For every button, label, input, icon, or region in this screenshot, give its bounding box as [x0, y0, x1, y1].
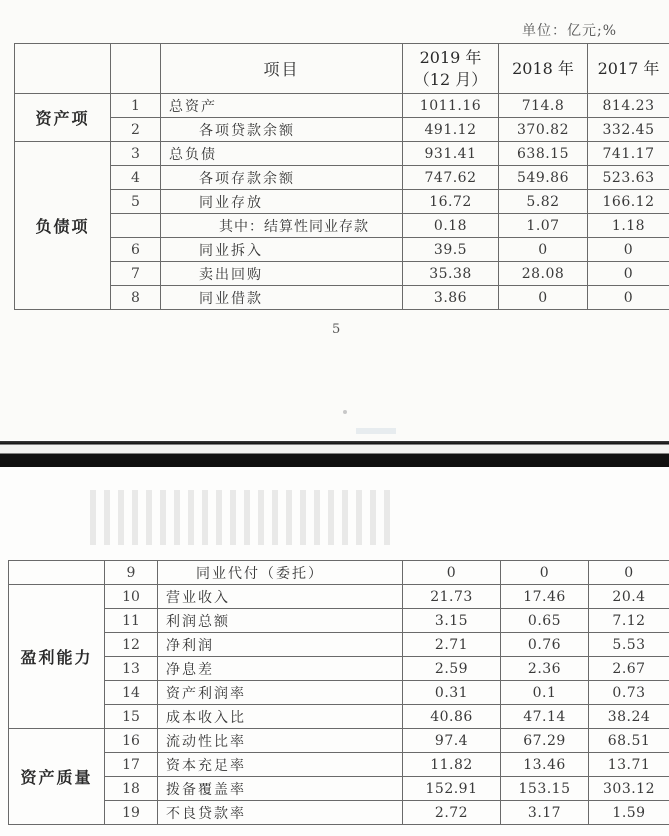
- row-number: 11: [105, 609, 158, 633]
- value-2019: 16.72: [403, 190, 499, 214]
- table-row: [15, 214, 669, 238]
- value-2017: 68.51: [589, 729, 669, 753]
- value-2018: 0: [501, 561, 589, 585]
- row-number: 4: [111, 166, 161, 190]
- row-number: 2: [111, 118, 161, 142]
- row-item: 总资产: [161, 94, 403, 118]
- row-item: 流动性比率: [158, 729, 403, 753]
- row-number: 12: [105, 633, 158, 657]
- table-row: [9, 801, 669, 825]
- value-2018: 0.76: [501, 633, 589, 657]
- table-row: [9, 705, 669, 729]
- value-2017: 20.4: [589, 585, 669, 609]
- value-2019: 35.38: [403, 262, 499, 286]
- value-2019: 1011.16: [403, 94, 499, 118]
- table-row: [15, 94, 669, 118]
- value-2018: 0.1: [501, 681, 589, 705]
- row-number: 13: [105, 657, 158, 681]
- value-2017: 2.67: [589, 657, 669, 681]
- value-2017: 38.24: [589, 705, 669, 729]
- value-2019: 2.59: [403, 657, 501, 681]
- row-item: 拨备覆盖率: [158, 777, 403, 801]
- row-item: 各项贷款余额: [161, 118, 403, 142]
- header-row: [15, 44, 669, 94]
- row-item: 利润总额: [158, 609, 403, 633]
- value-2019: 2.72: [403, 801, 501, 825]
- row-item: 各项存款余额: [161, 166, 403, 190]
- value-2018: 638.15: [499, 142, 588, 166]
- header-2017: 2017 年: [588, 44, 669, 94]
- table-row: [9, 561, 669, 585]
- row-item: 不良贷款率: [158, 801, 403, 825]
- value-2017: 741.17: [588, 142, 669, 166]
- value-2019: 21.73: [403, 585, 501, 609]
- row-item: 其中：结算性同业存款: [161, 214, 403, 238]
- row-number: 5: [111, 190, 161, 214]
- row-number: 17: [105, 753, 158, 777]
- value-2018: 0: [499, 286, 588, 310]
- value-2017: 5.53: [589, 633, 669, 657]
- row-number: 1: [111, 94, 161, 118]
- row-item: 成本收入比: [158, 705, 403, 729]
- row-item: 资产利润率: [158, 681, 403, 705]
- value-2019: 931.41: [403, 142, 499, 166]
- table-row: [15, 190, 669, 214]
- value-2018: 549.86: [499, 166, 588, 190]
- section-label: [9, 561, 105, 585]
- value-2018: 5.82: [499, 190, 588, 214]
- value-2018: 3.17: [501, 801, 589, 825]
- value-2018: 2.36: [501, 657, 589, 681]
- value-2017: 0: [588, 262, 669, 286]
- value-2018: 28.08: [499, 262, 588, 286]
- table-row: [9, 657, 669, 681]
- page-number: 5: [332, 322, 341, 337]
- value-2019: 40.86: [403, 705, 501, 729]
- value-2019: 0: [403, 561, 501, 585]
- unit-label: 单位：亿元;%: [522, 23, 618, 39]
- table-row: [15, 166, 669, 190]
- value-2019: 2.71: [403, 633, 501, 657]
- value-2019: 3.86: [403, 286, 499, 310]
- scan-speck: [343, 410, 347, 414]
- page-separator: [0, 441, 669, 467]
- value-2017: 303.12: [589, 777, 669, 801]
- header-blank-section: [15, 44, 111, 94]
- value-2017: 0.73: [589, 681, 669, 705]
- value-2017: 7.12: [589, 609, 669, 633]
- value-2018: 370.82: [499, 118, 588, 142]
- row-number: 3: [111, 142, 161, 166]
- bleed-through-marks: [90, 490, 390, 545]
- row-number: 14: [105, 681, 158, 705]
- row-item: 资本充足率: [158, 753, 403, 777]
- section-label: 资产质量: [9, 729, 105, 825]
- value-2017: 1.18: [588, 214, 669, 238]
- value-2019: 491.12: [403, 118, 499, 142]
- header-2019: [403, 44, 499, 94]
- value-2019: 3.15: [403, 609, 501, 633]
- row-number: 9: [105, 561, 158, 585]
- faint-stamp: [356, 428, 396, 434]
- value-2018: 0.65: [501, 609, 589, 633]
- table-row: [15, 142, 669, 166]
- row-number: 7: [111, 262, 161, 286]
- table-row: [9, 681, 669, 705]
- row-item: 同业拆入: [161, 238, 403, 262]
- table-row: [9, 729, 669, 753]
- row-number: 6: [111, 238, 161, 262]
- value-2017: 0: [589, 561, 669, 585]
- row-item: 净息差: [158, 657, 403, 681]
- value-2019: 0.18: [403, 214, 499, 238]
- row-item: 总负债: [161, 142, 403, 166]
- row-item: 净利润: [158, 633, 403, 657]
- value-2018: 67.29: [501, 729, 589, 753]
- table-row: [9, 753, 669, 777]
- row-number: [111, 214, 161, 238]
- row-number: 16: [105, 729, 158, 753]
- value-2019: 152.91: [403, 777, 501, 801]
- value-2018: 714.8: [499, 94, 588, 118]
- value-2018: 1.07: [499, 214, 588, 238]
- value-2018: 13.46: [501, 753, 589, 777]
- row-number: 19: [105, 801, 158, 825]
- header-project: 项目: [161, 44, 403, 94]
- value-2019: 11.82: [403, 753, 501, 777]
- financial-table-top: [14, 43, 669, 310]
- value-2018: 0: [499, 238, 588, 262]
- header-2019-year: 2019 年: [419, 47, 482, 67]
- value-2017: 332.45: [588, 118, 669, 142]
- table-row: [9, 633, 669, 657]
- financial-table-bottom: [8, 560, 669, 825]
- table-row: [15, 238, 669, 262]
- row-number: 8: [111, 286, 161, 310]
- row-number: 18: [105, 777, 158, 801]
- row-item: 卖出回购: [161, 262, 403, 286]
- table-row: [9, 585, 669, 609]
- row-item: 同业代付（委托）: [158, 561, 403, 585]
- value-2019: 747.62: [403, 166, 499, 190]
- row-item: 同业借款: [161, 286, 403, 310]
- value-2019: 39.5: [403, 238, 499, 262]
- value-2017: 166.12: [588, 190, 669, 214]
- row-number: 10: [105, 585, 158, 609]
- table-row: [15, 286, 669, 310]
- value-2018: 17.46: [501, 585, 589, 609]
- table-row: [9, 777, 669, 801]
- value-2018: 47.14: [501, 705, 589, 729]
- value-2017: 1.59: [589, 801, 669, 825]
- section-label: 盈利能力: [9, 585, 105, 729]
- header-blank-number: [111, 44, 161, 94]
- table-row: [9, 609, 669, 633]
- value-2017: 814.23: [588, 94, 669, 118]
- value-2017: 13.71: [589, 753, 669, 777]
- table-row: [15, 262, 669, 286]
- header-2019-month: （12 月）: [413, 69, 488, 89]
- row-item: 营业收入: [158, 585, 403, 609]
- value-2019: 0.31: [403, 681, 501, 705]
- value-2018: 153.15: [501, 777, 589, 801]
- value-2019: 97.4: [403, 729, 501, 753]
- value-2017: 0: [588, 286, 669, 310]
- header-2018: 2018 年: [499, 44, 588, 94]
- row-number: 15: [105, 705, 158, 729]
- row-item: 同业存放: [161, 190, 403, 214]
- section-label: 负债项: [15, 142, 111, 310]
- value-2017: 0: [588, 238, 669, 262]
- value-2017: 523.63: [588, 166, 669, 190]
- section-label: 资产项: [15, 94, 111, 142]
- table-row: [15, 118, 669, 142]
